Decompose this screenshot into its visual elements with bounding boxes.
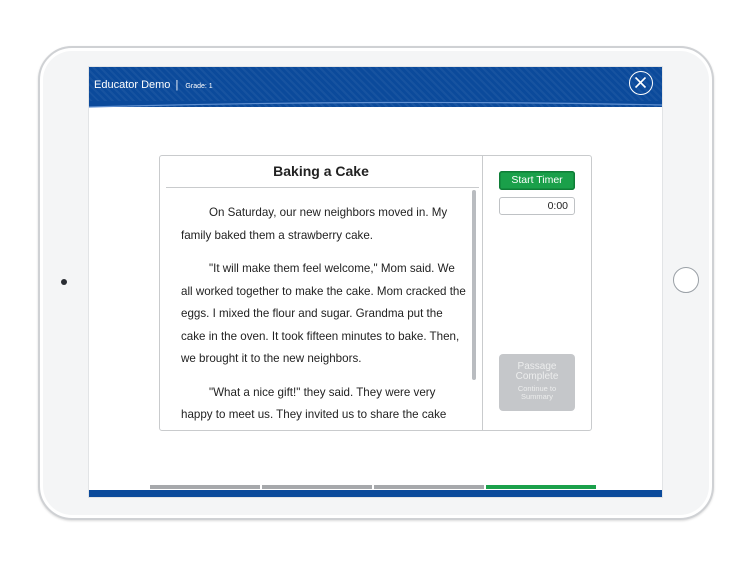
passage-paragraph: "What a nice gift!" they said. They were very happy to meet us. They invited us to share the cake — [181, 385, 447, 421]
grade-label: Grade: 1 — [185, 83, 213, 90]
continue-summary-label: Continue to Summary — [517, 384, 557, 401]
timer-display: 0:00 — [499, 197, 575, 215]
header-title — [94, 79, 213, 91]
tablet-camera — [61, 279, 67, 285]
close-button[interactable] — [629, 71, 653, 95]
passage-paragraph: "It will make them feel welcome," Mom said. We all worked together to make the cake. Mom cracked the eggs. I mixed the flour and sugar. Grandma put the cake in the oven. It took fifteen minutes to bake. Then, we brought it to the new neighbors. — [181, 262, 466, 365]
passage-card — [159, 155, 592, 431]
step-progress-bar — [150, 485, 598, 489]
header-separator: | — [175, 79, 179, 91]
progress-step-4 — [486, 485, 596, 489]
passage-complete-label: Passage Complete — [515, 361, 559, 382]
title-divider — [166, 187, 479, 188]
passage-paragraph: On Saturday, our new neighbors moved in. My family baked them a strawberry cake. — [181, 206, 448, 242]
passage-complete-button[interactable] — [499, 354, 575, 411]
app-footer — [89, 490, 662, 497]
passage-text[interactable] — [181, 202, 466, 428]
close-icon — [634, 76, 647, 89]
app-screen — [88, 66, 663, 498]
start-timer-button[interactable]: Start Timer — [499, 171, 575, 190]
progress-step-2 — [262, 485, 372, 489]
scrollbar-thumb[interactable] — [472, 190, 476, 380]
app-name: Educator Demo — [94, 79, 171, 91]
progress-step-3 — [374, 485, 484, 489]
header-wave-divider — [89, 101, 662, 111]
tablet-home-button[interactable] — [673, 267, 699, 293]
passage-title: Baking a Cake — [273, 163, 369, 179]
passage-scrollbar[interactable] — [472, 190, 476, 428]
progress-step-1 — [150, 485, 260, 489]
timer-panel — [483, 156, 591, 430]
reading-panel — [160, 156, 483, 430]
